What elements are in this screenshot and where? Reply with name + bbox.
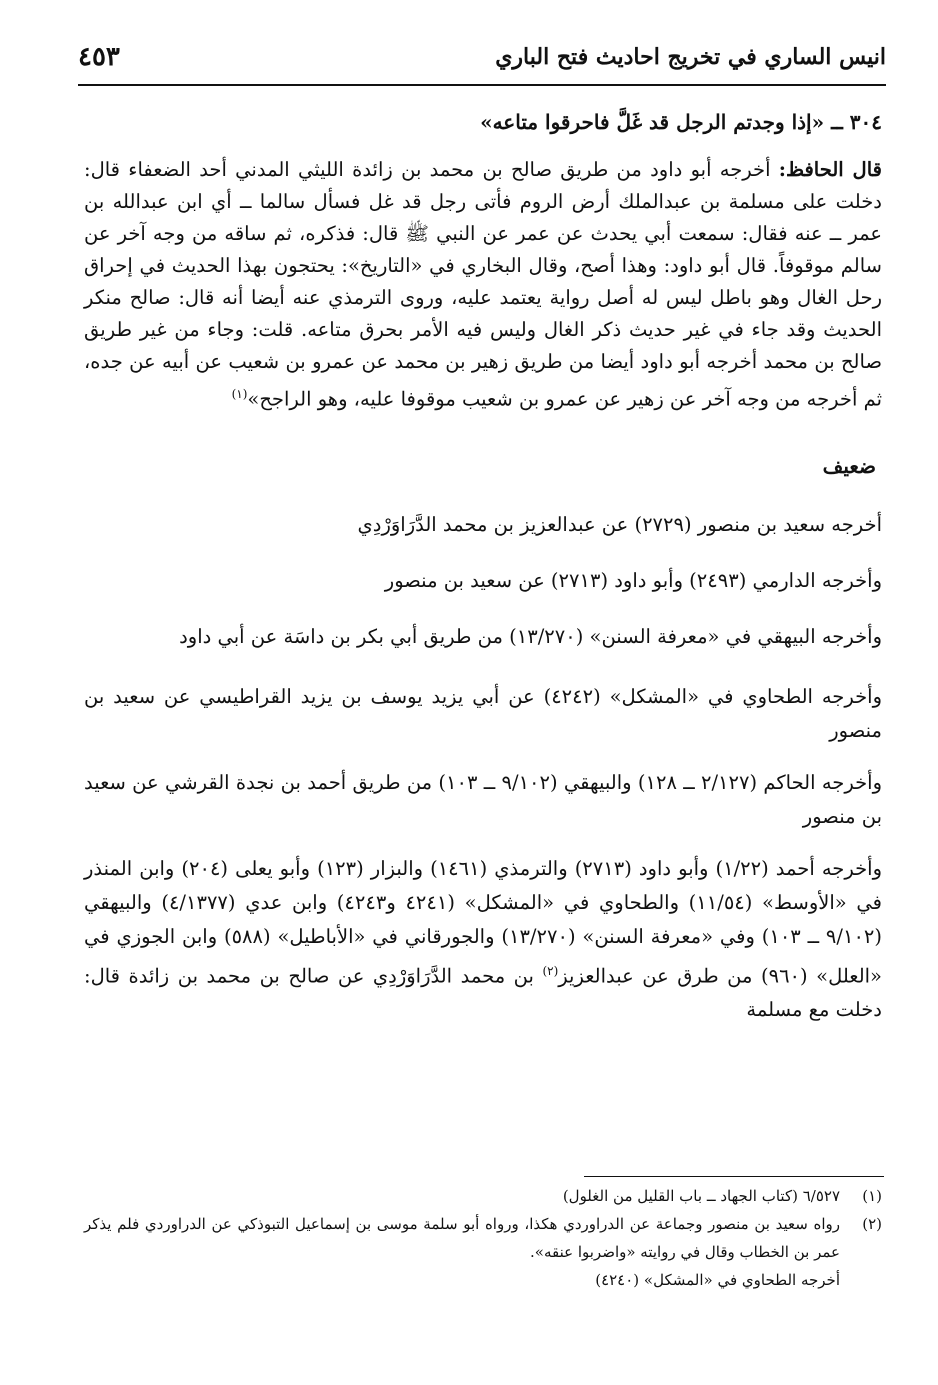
footnote-2-continuation: أخرجه الطحاوي في «المشكل» (٤٢٤٠) bbox=[595, 1271, 840, 1289]
quote-lead: قال الحافظ: bbox=[778, 158, 882, 181]
hafiz-quote bbox=[84, 154, 882, 416]
takhrij-paragraph: وأخرجه الطحاوي في «المشكل» (٤٢٤٢) عن أبي يزيد يوسف بن يزيد القراطيسي عن سعيد بن منصور bbox=[84, 684, 882, 742]
page-number: ٤٥٣ bbox=[78, 42, 120, 72]
takhrij-paragraph: وأخرجه الدارمي (٢٤٩٣) وأبو داود (٢٧١٣) عن سعيد بن منصور bbox=[384, 568, 882, 592]
footnote-text: ٦/٥٢٧ (كتاب الجهاد ــ باب القليل من الغلول) bbox=[562, 1187, 840, 1205]
footnote-number: (١) bbox=[862, 1187, 882, 1205]
quote-body: أخرجه أبو داود من طريق صالح بن محمد بن زائدة الليثي المدني أحد الضعفاء قال: دخلت على مسلمة بن عبدالملك أرض الروم فأتى رجل قد غل فسأل سالما ــ أي ابن عبدالله بن عمر ــ عنه فقال: سمعت أبي يحدث عن عمر عن النبي ﷺ قال: فذكره، ثم ساقه من وجه آخر عن سالم موقوفاً. قال أبو داود: وهذا أصح، وقال البخاري في «التاريخ»: يحتجون بهذا الحديث في إحراق رحل الغال وهو باطل ليس له أصل رواية يعتمد عليه، وروى الترمذي عنه أيضا أنه قال: صالح منكر الحديث وقد جاء في غير حديث ذكر الغال وليس فيه الأمر بحرق متاعه. قلت: وجاء من غير طريق صالح بن محمد أخرجه أبو داود أيضا من طريق زهير بن محمد عن عمرو بن شعيب عن أبيه عن جده، ثم أخرجه من وجه آخر عن زهير عن عمرو بن شعيب موقوفا عليه، وهو الراجح» bbox=[84, 158, 882, 411]
takhrij-paragraph: وأخرجه البيهقي في «معرفة السنن» (١٣/٢٧٠) من طريق أبي بكر بن داسَة عن أبي داود bbox=[179, 624, 882, 648]
page-body bbox=[84, 100, 882, 1027]
takhrij-text-cont: بن محمد الدَّرَاوَرْدِي عن صالح بن محمد بن زائدة قال: دخلت مع مسلمة bbox=[84, 964, 882, 1021]
takhrij-paragraph: أخرجه سعيد بن منصور (٢٧٢٩) عن عبدالعزيز بن محمد الدَّرَاوَرْدِي bbox=[357, 512, 882, 536]
footnote-2 bbox=[84, 1210, 882, 1266]
takhrij-paragraph-last bbox=[84, 852, 882, 1028]
footnotes bbox=[84, 1182, 882, 1294]
page-header bbox=[78, 38, 886, 84]
takhrij-text: وأخرجه أحمد (١/٢٢) وأبو داود (٢٧١٣) والترمذي (١٤٦١) والبزار (١٢٣) وأبو يعلى (٢٠٤) وابن المنذر في «الأوسط» (١١/٥٤) والطحاوي في «المشكل» (٤٢٤١ و٤٢٤٣) وابن عدي (٤/١٣٧٧) والبيهقي (٩/١٠٢ ــ ١٠٣) وفي «معرفة السنن» (١٣/٢٧٠) والجورقاني في «الأباطيل» (٥٨٨) وابن الجوزي في «العلل» (٩٦٠) من طرق عن عبدالعزيز bbox=[84, 856, 882, 987]
footnote-ref-2[interactable]: (٢) bbox=[542, 963, 559, 978]
takhrij-paragraph: وأخرجه الحاكم (٢/١٢٧ ــ ١٢٨) والبيهقي (٩/١٠٢ ــ ١٠٣) من طريق أحمد بن نجدة القرشي عن سعيد بن منصور bbox=[84, 770, 882, 828]
header-rule bbox=[78, 84, 886, 86]
footnote-1 bbox=[84, 1182, 882, 1210]
hadith-grade: ضعيف bbox=[822, 453, 876, 478]
entry-title: ٣٠٤ ــ «إذا وجدتم الرجل قد غَلَّ فاحرقوا متاعه» bbox=[480, 110, 882, 134]
footnote-ref-1[interactable]: (١) bbox=[231, 387, 248, 401]
footnote-number: (٢) bbox=[862, 1215, 882, 1233]
footnote-text: رواه سعيد بن منصور وجماعة عن الدراوردي هكذا، ورواه أبو سلمة موسى بن إسماعيل التبوذكي عن الدراوردي فلم يذكر عمر بن الخطاب وقال في روايته «واضربوا عنقه». bbox=[84, 1215, 840, 1261]
running-title: انيس الساري في تخريج احاديث فتح الباري bbox=[495, 44, 886, 70]
footnote-rule bbox=[584, 1176, 884, 1177]
